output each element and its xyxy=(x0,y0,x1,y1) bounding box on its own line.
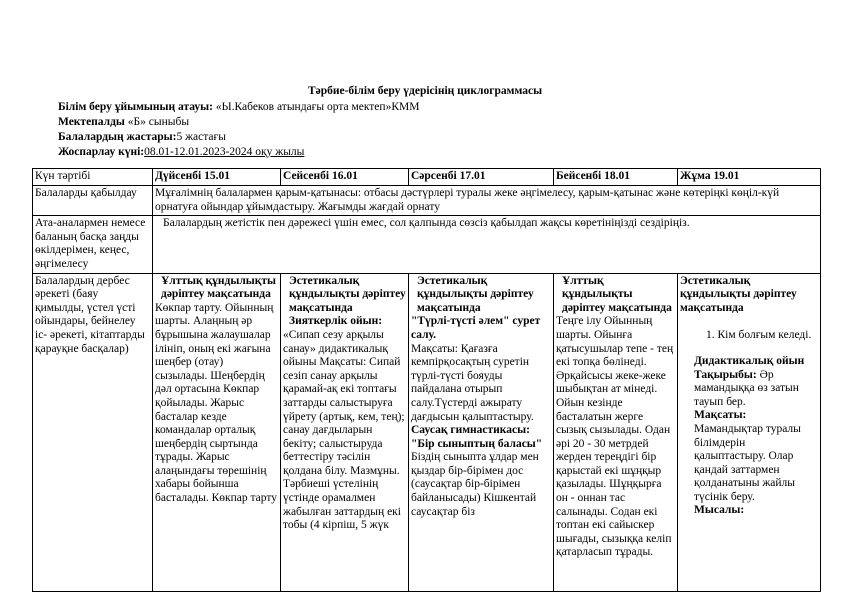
table-row-reception xyxy=(33,186,821,216)
friday-examples-label: Мысалы: xyxy=(694,504,745,517)
wednesday-finger-label: Саусақ гимнастикасы: xyxy=(411,424,530,437)
date-label: Жоспарлау күні: xyxy=(58,146,145,158)
table-row-parents xyxy=(33,216,821,273)
header-thursday: Бейсенбі 18.01 xyxy=(554,169,678,186)
friday-task-value: Әр мамандыққа өз затын тауып бер. xyxy=(694,368,799,408)
monday-heading: Ұлттық құндылықты дәріптеу мақсатында xyxy=(161,274,277,301)
org-value: «Ы.Кабеков атындағы орта мектеп»КММ xyxy=(212,101,420,113)
tuesday-heading: Эстетикалық құндылықты дәріптеу мақсатында xyxy=(289,274,406,314)
tuesday-game-title: Зияткерлік ойын: xyxy=(289,315,383,328)
wednesday-activity: "Түрлі-түсті әлем" сурет салу. xyxy=(411,315,541,341)
age-value: 5 жастағы xyxy=(176,131,226,143)
thursday-body: Теңге ілу Ойынның шарты. Ойынға қатысушылар тепе - тең екі топқа бөлінеді. Әрқайсысы жеке-жеке шыбықтан ат мінеді. Ойын кезінде басталатын жерге сызық сызылады. Одан әрі 20 - 30 метрдей жерден тереңдігі бір қарыстай екі шұңқыр қазылады. Шұңқырға он - оннан тас салынады. Содан екі топтан екі сайыскер шығады, сызыққа келіп қатарласып тұрады. xyxy=(556,315,674,559)
wednesday-finger-title: "Бір сыныптың баласы" xyxy=(411,437,543,450)
group-line xyxy=(58,116,189,128)
friday-goal-label: Мақсаты: xyxy=(694,409,747,422)
page-title: Тәрбие-білім беру үдерісінің циклограммасы xyxy=(307,85,543,97)
row-label-parents: Ата-аналармен немесе баланың басқа заңды өкілдерімен, кеңес, әңгімелесу xyxy=(33,216,153,273)
header-schedule: Күн тәртібі xyxy=(33,169,153,186)
row-label-reception: Балаларды қабылдау xyxy=(33,186,153,216)
friday-game-label: Дидактикалық ойын xyxy=(694,354,805,367)
date-value: 08.01-12.01.2023-2024 оқу жылы xyxy=(144,146,305,158)
monday-cell xyxy=(153,273,281,591)
wednesday-finger-body: Біздің сыныпта ұлдар мен қыздар бір-бірімен дос (саусақтар бір-бірімен байланысады) Кішкентай саусақтар біз xyxy=(411,451,539,518)
age-label: Балалардың жастары: xyxy=(58,131,177,143)
tuesday-cell xyxy=(281,273,409,591)
wednesday-body: Мақсаты: Қағазға кемпірқосақтың суретін түрлі-түсті бояуды пайдалана отырып салу.Түстерді ажырату дағдысын қалыптастыру. xyxy=(411,342,534,423)
table-row-activities xyxy=(33,273,821,591)
header-tuesday: Сейсенбі 16.01 xyxy=(281,169,409,186)
friday-list-item: 1. Кім болғым келеді. xyxy=(706,329,812,342)
reception-text: Мұғалімнің балалармен қарым-қатынасы: отбасы дәстүрлері туралы жеке әңгімелесу, қарым-қатынас және көтеріңкі көңіл-күй орнатуға ойындар ұйымдастыру. Жағымды жағдай орнату xyxy=(153,186,821,216)
parents-text: Балалардың жетістік пен дәрежесі үшін емес, сол қалпында сөзсіз қабылдап жақсы көретініңізді сездіріңіз. xyxy=(153,216,821,273)
header-wednesday: Сәрсенбі 17.01 xyxy=(409,169,554,186)
thursday-cell xyxy=(554,273,678,591)
cyclogram-table xyxy=(32,168,821,592)
org-label: Білім беру ұйымының атауы: xyxy=(58,101,213,113)
row-label-activities: Балалардың дербес әрекеті (баяу қимылды, үстел үсті ойындары, бейнелеу іс- әрекеті, кітаптарды қарауқне басқалар) xyxy=(33,273,153,591)
friday-heading: Эстетикалық құндылықты дәріптеу мақсатында xyxy=(680,274,797,314)
thursday-heading: Ұлттық құндылықты дәріптеу мақсатында xyxy=(562,274,672,314)
friday-task xyxy=(680,369,818,410)
header-friday: Жұма 19.01 xyxy=(678,169,821,186)
date-line xyxy=(58,146,304,158)
age-line xyxy=(58,131,226,143)
wednesday-cell xyxy=(409,273,554,591)
friday-cell xyxy=(678,273,821,591)
friday-goal-body: Мамандықтар туралы білімдерін қалыптастыру. Олар қандай заттармен қолданатыны жайлы түсінік беру. xyxy=(694,422,801,503)
tuesday-body: «Сипап сезу арқылы санау» дидактикалық ойыны Мақсаты: Сипай сезіп санау арқылы қарамай-ақ екі топтағы заттарды салыстыруға үйрету (артық, кем, тең); санау дағдыларын бекіту; салыстыруда беттестіру тәсілін қолдана білу. Мазмұны. Тәрбиеші үстелінің үстінде орамалмен жабылған заттардың екі тобы (4 кірпіш, 5 жүк xyxy=(283,328,405,532)
monday-body: Көкпар тарту. Ойынның шарты. Алаңның әр бұрышына жалаушалар ілініп, оның екі жағына шеңбер (отау) сызылады. Шеңбердің дәл ортасына Көкпар қойылады. Жарыс басталар кезде командалар орталық шеңбердің сыртында тұрады. Жарыс алаңындағы төрешінің хабары бойынша басталады. Көкпар тарту xyxy=(155,301,277,505)
header-monday: Дүйсенбі 15.01 xyxy=(153,169,281,186)
friday-task-label: Тақырыбы: xyxy=(694,368,757,381)
group-value: «Б» сыныбы xyxy=(127,116,190,128)
org-line xyxy=(58,101,419,113)
wednesday-heading: Эстетикалық құндылықты дәріптеу мақсатында xyxy=(417,274,534,314)
group-label: Мектепалды xyxy=(58,116,128,128)
table-header-row xyxy=(33,169,821,186)
